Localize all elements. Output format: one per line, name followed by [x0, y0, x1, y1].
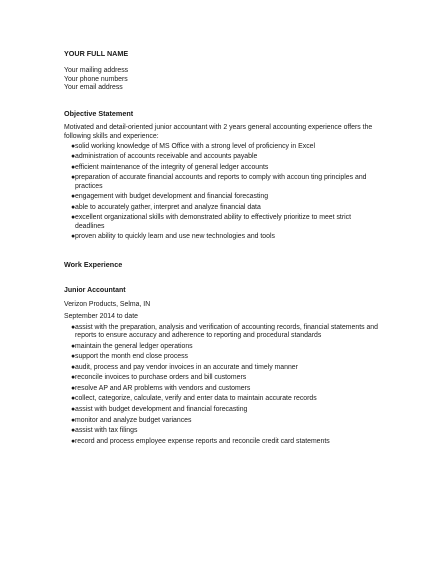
bullet-text: assist with tax filings — [75, 427, 138, 435]
bullet-text: maintain the general ledger operations — [75, 342, 193, 350]
bullet-text: audit, process and pay vendor invoices in an accurate and timely manner — [75, 363, 298, 371]
bullet-icon: ● — [71, 142, 76, 150]
bullet-icon: ● — [71, 323, 76, 331]
bullet-item — [64, 364, 380, 372]
bullet-text: able to accurately gather, interpret and analyze financial data — [75, 203, 261, 211]
bullet-icon: ● — [71, 353, 76, 361]
objective-bullet-list — [64, 143, 380, 242]
bullet-item — [64, 395, 380, 403]
resume-page — [64, 50, 380, 448]
bullet-text: assist with budget development and financial forecasting — [75, 406, 248, 414]
bullet-icon: ● — [71, 233, 76, 241]
bullet-text: reconcile invoices to purchase orders and bill customers — [75, 374, 247, 382]
bullet-icon: ● — [71, 342, 76, 350]
bullet-icon: ● — [71, 163, 76, 171]
bullet-icon: ● — [71, 416, 76, 424]
bullet-icon: ● — [71, 214, 76, 222]
bullet-item — [64, 353, 380, 361]
bullet-item — [64, 153, 380, 161]
phone-numbers: Your phone numbers — [64, 75, 128, 83]
bullet-icon: ● — [71, 174, 76, 182]
bullet-icon: ● — [71, 363, 76, 371]
objective-heading: Objective Statement — [64, 109, 134, 119]
bullet-item — [64, 143, 380, 151]
bullet-item — [64, 193, 380, 201]
contact-block — [64, 67, 380, 92]
work-bullet-list — [64, 324, 380, 447]
bullet-item — [64, 374, 380, 382]
bullet-text: resolve AP and AR problems with vendors and customers — [75, 384, 251, 392]
bullet-text: excellent organizational skills with demonstrated ability to effectively prioritize to meet strict deadlines — [75, 214, 352, 230]
bullet-icon: ● — [71, 437, 76, 445]
bullet-item — [64, 233, 380, 241]
bullet-text: collect, categorize, calculate, verify and enter data to maintain accurate records — [75, 395, 317, 403]
bullet-text: monitor and analyze budget variances — [75, 416, 192, 424]
mailing-address: Your mailing address — [64, 67, 129, 75]
bullet-item — [64, 438, 380, 446]
bullet-text: engagement with budget development and financial forecasting — [75, 193, 269, 201]
bullet-text: efficient maintenance of the integrity of general ledger accounts — [75, 163, 269, 171]
bullet-item — [64, 427, 380, 435]
bullet-icon: ● — [71, 427, 76, 435]
bullet-item — [64, 385, 380, 393]
bullet-text: solid working knowledge of MS Office with a strong level of proficiency in Excel — [75, 142, 316, 150]
bullet-icon: ● — [71, 406, 76, 414]
email-address: Your email address — [64, 83, 123, 91]
bullet-item — [64, 204, 380, 212]
bullet-icon: ● — [71, 203, 76, 211]
bullet-icon: ● — [71, 384, 76, 392]
bullet-item — [64, 214, 380, 231]
job-title: Junior Accountant — [64, 287, 126, 295]
bullet-item — [64, 417, 380, 425]
bullet-icon: ● — [71, 193, 76, 201]
employment-dates: September 2014 to date — [64, 312, 138, 320]
bullet-text: proven ability to quickly learn and use new technologies and tools — [75, 233, 275, 241]
bullet-item — [64, 343, 380, 351]
bullet-text: administration of accounts receivable and accounts payable — [75, 153, 258, 161]
bullet-text: preparation of accurate financial accounts and reports to comply with accoun ting principles and practices — [75, 174, 367, 190]
bullet-item — [64, 406, 380, 414]
bullet-text: support the month end close process — [75, 353, 188, 361]
objective-intro: Motivated and detail-oriented junior accountant with 2 years general accounting experience offers the following skills and experience: — [64, 124, 373, 140]
bullet-icon: ● — [71, 153, 76, 161]
bullet-item — [64, 174, 380, 191]
bullet-item — [64, 164, 380, 172]
full-name: YOUR FULL NAME — [64, 49, 129, 58]
bullet-icon: ● — [71, 395, 76, 403]
company-location: Verizon Products, Selma, IN — [64, 300, 151, 308]
bullet-text: record and process employee expense reports and reconcile credit card statements — [75, 437, 330, 445]
bullet-item — [64, 324, 380, 341]
bullet-text: assist with the preparation, analysis and verification of accounting records, financial statements and reports to ensure accuracy and adherence to reporting and procedural standards — [75, 323, 378, 339]
work-experience-heading: Work Experience — [64, 259, 123, 269]
bullet-icon: ● — [71, 374, 76, 382]
